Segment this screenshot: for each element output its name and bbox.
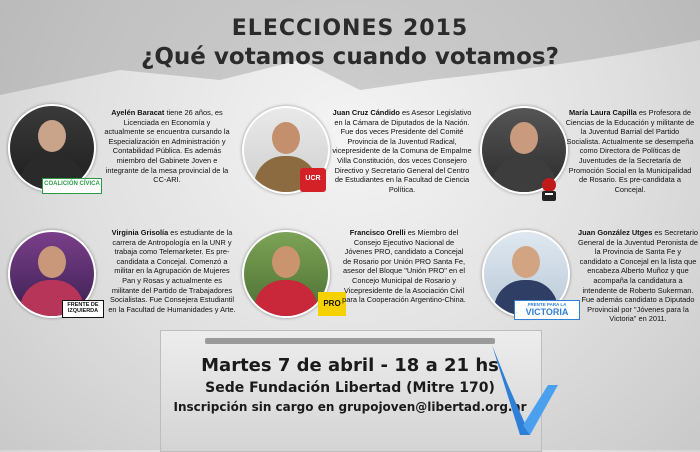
candidate-bio-candido: Juan Cruz Cándido es Asesor Legislativo en la Cámara de Diputados de la Nación. Fue dos veces Presidente del Comité Provincia de la Juventud Radical, vicepresidente de la Comuna de Empalme Villa Constitución, dos veces Consejero Directivo y Secretario General del Centro de Estudiantes en la Facultad de Ciencia Política. — [332, 108, 472, 194]
check-v-icon — [490, 345, 560, 440]
coalicion-civica-logo: COALICIÓN CÍVICA — [42, 178, 102, 194]
page-title: ELECCIONES 2015 — [231, 16, 469, 41]
candidate-bio-gonzalez-utges: Juan González Utges es Secretario General de la Juventud Peronista de la Provincia de Santa Fe y candidato a Concejal en la lista que encabeza Alberto Muñoz y que acompaña la candidatura a intendente de Roberto Sukerman. Fue además candidato a Diputado Provincial por "Jóvenes para la Victoria" en 2011. — [578, 228, 698, 324]
ucr-logo: UCR — [300, 168, 326, 192]
candidate-name: Ayelén Baracat — [111, 108, 165, 117]
candidate-name: Virginia Grisolía — [111, 228, 169, 237]
event-signup: Inscripción sin cargo en grupojoven@libertad.org.ar — [173, 400, 527, 414]
event-date: Martes 7 de abril - 18 a 21 hs — [201, 355, 499, 376]
candidate-bio-capilla: María Laura Capilla es Profesora de Ciencias de la Educación y militante de la Juventud Barrial del Partido Socialista. Actualmente se desempeña como Directora de Políticas de Juventudes de la Secretaría de Promoción Social en la Municipalidad de Rosario. Es pre-candidata a Concejal. — [565, 108, 695, 194]
frente-de-izquierda-logo: FRENTE DE IZQUIERDA — [62, 300, 104, 318]
candidate-bio-orelli: Francisco Orelli es Miembro del Consejo Ejecutivo Nacional de Jóvenes PRO, candidato a Concejal de Rosario por Unión PRO Santa Fe, asesor del Bloque "Unión PRO" en el Concejo Municipal de Rosario y Vicepresidente de la Asociación Civil para la Cooperación Argentino-China. — [342, 228, 466, 305]
candidate-photo-orelli — [242, 230, 330, 318]
candidate-name: María Laura Capilla — [568, 108, 637, 117]
candidate-name: Francisco Orelli — [349, 228, 406, 237]
page-subtitle: ¿Qué votamos cuando votamos? — [141, 44, 559, 70]
pro-logo: PRO — [318, 292, 346, 316]
socialist-rose-icon — [536, 176, 562, 202]
event-venue: Sede Fundación Libertad (Mitre 170) — [205, 380, 495, 396]
frente-para-la-victoria-logo: FRENTE PARA LA VICTORIA — [514, 300, 580, 320]
candidate-bio-baracat: Ayelén Baracat tiene 26 años, es Licenciada en Economía y actualmente se encuentra cursando la Especialización en Administración y Contabilidad Pública. Es además miembro del Gabinete Joven e integrante de la mesa provincial de la CC-ARI. — [104, 108, 230, 185]
ballot-slot — [205, 338, 495, 344]
candidate-name: Juan González Utges — [578, 228, 653, 237]
candidate-bio-grisolia: Virginia Grisolía es estudiante de la carrera de Antropología en la UNR y trabaja como Telemarketer. Es pre-candidata a Concejal. Comenzó a militar en la Agrupación de Mujeres Pan y Rosas y actualmente es militante del Partido de Trabajadores Socialistas. Fue Consejera Estudiantil en la Facultad de Humanidades y Arte. — [108, 228, 236, 314]
candidate-name: Juan Cruz Cándido — [332, 108, 400, 117]
